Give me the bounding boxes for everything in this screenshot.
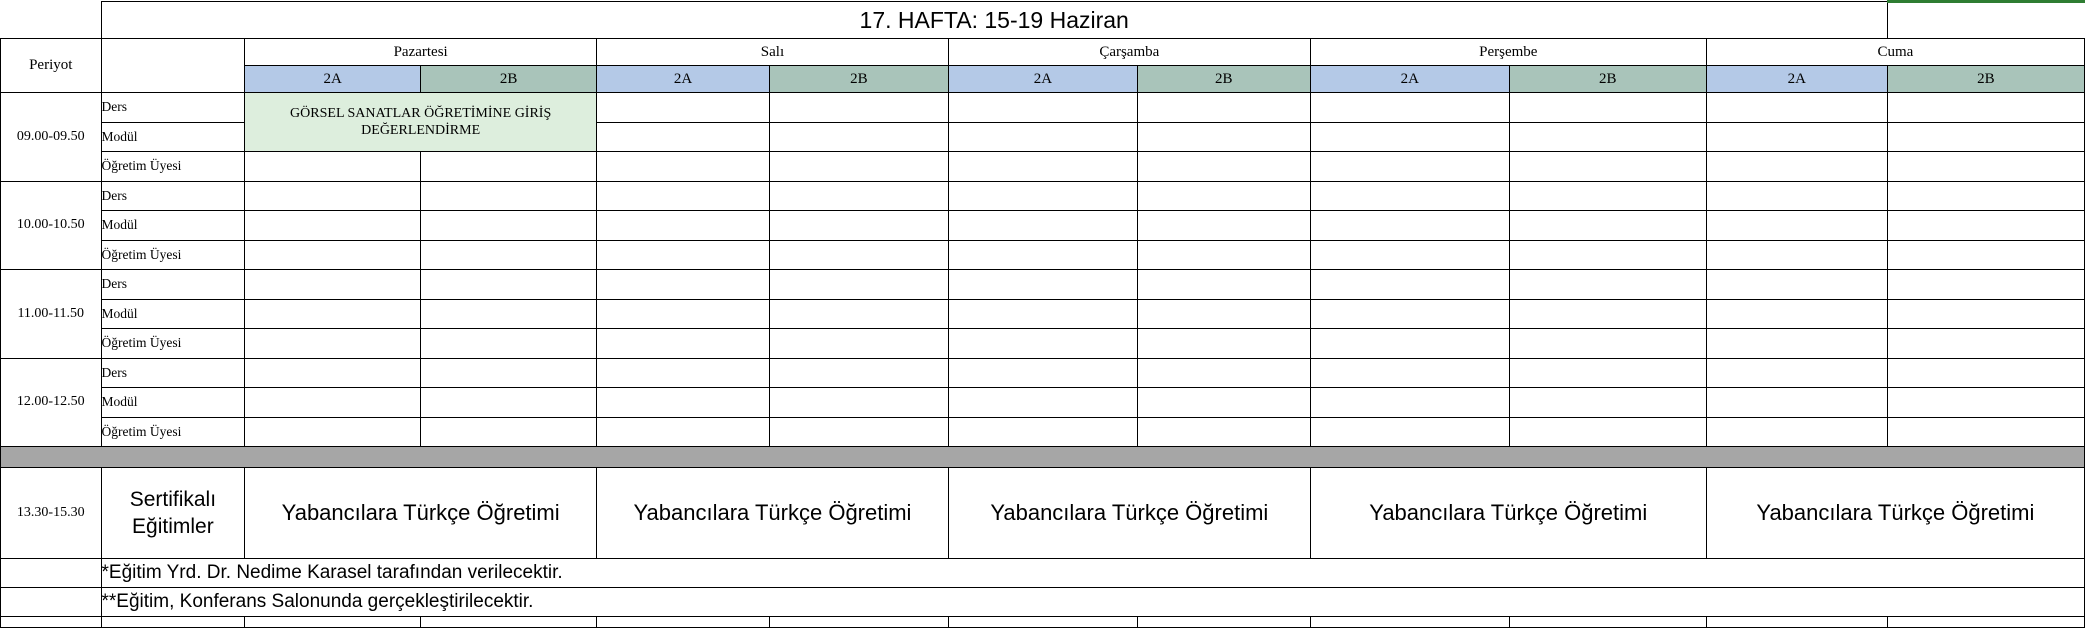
slot-carsamba-2a-p3-ogretim[interactable] (948, 329, 1137, 359)
table-row (1, 299, 2085, 329)
slot-carsamba-2a-p2-modul[interactable] (948, 211, 1137, 241)
slot-sali-2b-p2-ders[interactable] (769, 181, 948, 211)
note-2-left-blank (1, 588, 102, 617)
slot-sali-2b-p3-ogretim[interactable] (769, 329, 948, 359)
slot-pazartesi-2a-p4-modul[interactable] (245, 388, 421, 418)
slot-persembe-2b-p3-ders[interactable] (1509, 270, 1706, 300)
slot-carsamba-2b-p1-ogretim[interactable] (1137, 152, 1310, 182)
slot-cuma-2b-p1-ders[interactable] (1887, 93, 2084, 123)
slot-sali-2a-p1-modul[interactable] (597, 122, 770, 152)
slot-pazartesi-2b-p4-modul[interactable] (421, 388, 597, 418)
slot-carsamba-2a-p2-ders[interactable] (948, 181, 1137, 211)
slot-persembe-2a-p2-ogretim[interactable] (1310, 240, 1509, 270)
slot-persembe-2b-p2-modul[interactable] (1509, 211, 1706, 241)
slot-carsamba-2a-p2-ogretim[interactable] (948, 240, 1137, 270)
slot-cuma-2a-p4-ogretim[interactable] (1706, 417, 1887, 447)
slot-persembe-2a-p3-modul[interactable] (1310, 299, 1509, 329)
rowlabel-ders-1: Ders (101, 93, 245, 123)
slot-sali-2b-p4-ogretim[interactable] (769, 417, 948, 447)
slot-pazartesi-2a-p1-ogretim[interactable] (245, 152, 421, 182)
slot-pazartesi-2b-p2-ders[interactable] (421, 181, 597, 211)
title-row (1, 2, 2085, 39)
slot-sali-2b-p4-ders[interactable] (769, 358, 948, 388)
section-header-persembe-2a: 2A (1310, 66, 1509, 93)
slot-persembe-2b-p4-ders[interactable] (1509, 358, 1706, 388)
slot-sali-2a-p3-modul[interactable] (597, 299, 770, 329)
bottom-strip-cell-2 (101, 617, 245, 628)
slot-pazartesi-2b-p4-ders[interactable] (421, 358, 597, 388)
slot-carsamba-2a-p1-ogretim[interactable] (948, 152, 1137, 182)
slot-sali-2a-p2-modul[interactable] (597, 211, 770, 241)
section-header-carsamba-2b: 2B (1137, 66, 1310, 93)
slot-pazartesi-2b-p4-ogretim[interactable] (421, 417, 597, 447)
slot-persembe-2b-p3-ogretim[interactable] (1509, 329, 1706, 359)
section-header-sali-2a: 2A (597, 66, 770, 93)
certificate-programs-label: Sertifikalı Eğitimler (101, 468, 245, 559)
slot-sali-2b-p1-ders[interactable] (769, 93, 948, 123)
slot-sali-2b-p2-modul[interactable] (769, 211, 948, 241)
slot-sali-2b-p1-modul[interactable] (769, 122, 948, 152)
slot-sali-2a-p3-ders[interactable] (597, 270, 770, 300)
rowlabel-ders-2: Ders (101, 181, 245, 211)
afternoon-course-cuma[interactable]: Yabancılara Türkçe Öğretimi (1706, 468, 2084, 559)
slot-cuma-2b-p3-ders[interactable] (1887, 270, 2084, 300)
slot-carsamba-2a-p4-ogretim[interactable] (948, 417, 1137, 447)
section-separator-row (1, 447, 2085, 468)
period-time-2: 10.00-10.50 (1, 181, 102, 270)
slot-persembe-2a-p2-ders[interactable] (1310, 181, 1509, 211)
slot-persembe-2b-p1-ders[interactable] (1509, 93, 1706, 123)
note-row-2 (1, 588, 2085, 617)
slot-pazartesi-2b-p2-modul[interactable] (421, 211, 597, 241)
slot-sali-2a-p4-modul[interactable] (597, 388, 770, 418)
afternoon-course-carsamba[interactable]: Yabancılara Türkçe Öğretimi (948, 468, 1310, 559)
slot-carsamba-2b-p3-modul[interactable] (1137, 299, 1310, 329)
slot-pazartesi-2b-p2-ogretim[interactable] (421, 240, 597, 270)
slot-pazartesi-2a-p4-ders[interactable] (245, 358, 421, 388)
slot-pazartesi-2a-p3-ders[interactable] (245, 270, 421, 300)
period-time-3: 11.00-11.50 (1, 270, 102, 359)
slot-cuma-2b-p4-modul[interactable] (1887, 388, 2084, 418)
slot-cuma-2b-p2-ders[interactable] (1887, 181, 2084, 211)
slot-pazartesi-2a-p2-ders[interactable] (245, 181, 421, 211)
slot-cuma-2a-p2-ogretim[interactable] (1706, 240, 1887, 270)
slot-cuma-2a-p2-modul[interactable] (1706, 211, 1887, 241)
page-title: 17. HAFTA: 15-19 Haziran (101, 2, 1887, 39)
section-separator (1, 447, 2085, 468)
day-header-persembe: Perşembe (1310, 39, 1706, 66)
table-row (1, 358, 2085, 388)
table-row (1, 211, 2085, 241)
bottom-strip-row (1, 617, 2085, 628)
slot-persembe-2a-p4-ogretim[interactable] (1310, 417, 1509, 447)
slot-persembe-2a-p1-modul[interactable] (1310, 122, 1509, 152)
bottom-strip-cell-10 (1509, 617, 1706, 628)
rowlabel-ogretim-uyesi-3: Öğretim Üyesi (101, 329, 245, 359)
table-row (1, 329, 2085, 359)
slot-persembe-2b-p4-modul[interactable] (1509, 388, 1706, 418)
slot-cuma-2a-p3-ogretim[interactable] (1706, 329, 1887, 359)
section-header-pazartesi-2b: 2B (421, 66, 597, 93)
day-header-row (1, 39, 2085, 66)
table-row (1, 240, 2085, 270)
slot-carsamba-2a-p4-modul[interactable] (948, 388, 1137, 418)
slot-pazartesi-2b-p3-ders[interactable] (421, 270, 597, 300)
section-header-pazartesi-2a: 2A (245, 66, 421, 93)
bottom-strip-cell-4 (421, 617, 597, 628)
period-time-1: 09.00-09.50 (1, 93, 102, 182)
note-2: **Eğitim, Konferans Salonunda gerçekleştirilecektir. (101, 588, 2084, 617)
slot-pazartesi-2a-p3-ogretim[interactable] (245, 329, 421, 359)
slot-cuma-2a-p4-modul[interactable] (1706, 388, 1887, 418)
slot-pazartesi-2a-p3-modul[interactable] (245, 299, 421, 329)
slot-persembe-2b-p1-ogretim[interactable] (1509, 152, 1706, 182)
slot-persembe-2b-p2-ogretim[interactable] (1509, 240, 1706, 270)
slot-persembe-2a-p3-ogretim[interactable] (1310, 329, 1509, 359)
slot-carsamba-2b-p3-ders[interactable] (1137, 270, 1310, 300)
course-cell-pazartesi-p1[interactable]: GÖRSEL SANATLAR ÖĞRETİMİNE GİRİŞ DEĞERLENDİRME (245, 93, 597, 152)
title-left-spacer (1, 2, 102, 39)
afternoon-course-pazartesi[interactable]: Yabancılara Türkçe Öğretimi (245, 468, 597, 559)
note-1-left-blank (1, 559, 102, 588)
slot-cuma-2b-p3-modul[interactable] (1887, 299, 2084, 329)
slot-sali-2a-p4-ders[interactable] (597, 358, 770, 388)
section-header-row (1, 66, 2085, 93)
slot-cuma-2a-p1-ogretim[interactable] (1706, 152, 1887, 182)
slot-persembe-2a-p2-modul[interactable] (1310, 211, 1509, 241)
bottom-strip-cell-7 (948, 617, 1137, 628)
slot-sali-2a-p1-ders[interactable] (597, 93, 770, 123)
slot-persembe-2a-p1-ogretim[interactable] (1310, 152, 1509, 182)
rowlabel-modul-1: Modül (101, 122, 245, 152)
rowlabel-modul-3: Modül (101, 299, 245, 329)
rowlabel-header-blank (101, 39, 245, 93)
slot-carsamba-2b-p2-ders[interactable] (1137, 181, 1310, 211)
section-header-sali-2b: 2B (769, 66, 948, 93)
slot-carsamba-2b-p4-modul[interactable] (1137, 388, 1310, 418)
slot-pazartesi-2b-p3-ogretim[interactable] (421, 329, 597, 359)
slot-persembe-2b-p2-ders[interactable] (1509, 181, 1706, 211)
slot-carsamba-2b-p4-ogretim[interactable] (1137, 417, 1310, 447)
rowlabel-ogretim-uyesi-2: Öğretim Üyesi (101, 240, 245, 270)
slot-carsamba-2a-p3-ders[interactable] (948, 270, 1137, 300)
slot-pazartesi-2b-p1-ogretim[interactable] (421, 152, 597, 182)
day-header-sali: Salı (597, 39, 949, 66)
table-row (1, 181, 2085, 211)
slot-carsamba-2b-p3-ogretim[interactable] (1137, 329, 1310, 359)
slot-cuma-2b-p3-ogretim[interactable] (1887, 329, 2084, 359)
slot-sali-2b-p3-ders[interactable] (769, 270, 948, 300)
rowlabel-ders-4: Ders (101, 358, 245, 388)
note-1: *Eğitim Yrd. Dr. Nedime Karasel tarafından verilecektir. (101, 559, 2084, 588)
rowlabel-ders-3: Ders (101, 270, 245, 300)
slot-carsamba-2a-p3-modul[interactable] (948, 299, 1137, 329)
slot-sali-2a-p2-ders[interactable] (597, 181, 770, 211)
bottom-strip-cell-9 (1310, 617, 1509, 628)
slot-persembe-2b-p3-modul[interactable] (1509, 299, 1706, 329)
slot-cuma-2b-p2-ogretim[interactable] (1887, 240, 2084, 270)
slot-carsamba-2b-p1-ders[interactable] (1137, 93, 1310, 123)
slot-sali-2a-p2-ogretim[interactable] (597, 240, 770, 270)
slot-pazartesi-2a-p2-ogretim[interactable] (245, 240, 421, 270)
slot-persembe-2a-p4-ders[interactable] (1310, 358, 1509, 388)
slot-pazartesi-2a-p4-ogretim[interactable] (245, 417, 421, 447)
table-row (1, 270, 2085, 300)
bottom-strip-cell-1 (1, 617, 102, 628)
slot-persembe-2b-p1-modul[interactable] (1509, 122, 1706, 152)
slot-carsamba-2b-p4-ders[interactable] (1137, 358, 1310, 388)
afternoon-course-persembe[interactable]: Yabancılara Türkçe Öğretimi (1310, 468, 1706, 559)
slot-persembe-2a-p3-ders[interactable] (1310, 270, 1509, 300)
periyot-header: Periyot (1, 39, 102, 93)
slot-sali-2b-p2-ogretim[interactable] (769, 240, 948, 270)
slot-persembe-2a-p1-ders[interactable] (1310, 93, 1509, 123)
slot-carsamba-2a-p1-modul[interactable] (948, 122, 1137, 152)
day-header-pazartesi: Pazartesi (245, 39, 597, 66)
slot-cuma-2a-p2-ders[interactable] (1706, 181, 1887, 211)
section-header-cuma-2a: 2A (1706, 66, 1887, 93)
slot-cuma-2b-p1-ogretim[interactable] (1887, 152, 2084, 182)
note-row-1 (1, 559, 2085, 588)
afternoon-time: 13.30-15.30 (1, 468, 102, 559)
slot-cuma-2b-p1-modul[interactable] (1887, 122, 2084, 152)
slot-sali-2a-p4-ogretim[interactable] (597, 417, 770, 447)
title-accent-line (1887, 2, 2084, 39)
slot-sali-2a-p1-ogretim[interactable] (597, 152, 770, 182)
bottom-strip-cell-5 (597, 617, 770, 628)
slot-cuma-2a-p3-ders[interactable] (1706, 270, 1887, 300)
slot-cuma-2a-p4-ders[interactable] (1706, 358, 1887, 388)
bottom-strip-cell-12 (1887, 617, 2084, 628)
period-time-4: 12.00-12.50 (1, 358, 102, 447)
day-header-carsamba: Çarşamba (948, 39, 1310, 66)
bottom-strip-cell-11 (1706, 617, 1887, 628)
slot-pazartesi-2a-p2-modul[interactable] (245, 211, 421, 241)
rowlabel-ogretim-uyesi-4: Öğretim Üyesi (101, 417, 245, 447)
table-row (1, 388, 2085, 418)
slot-cuma-2a-p3-modul[interactable] (1706, 299, 1887, 329)
slot-sali-2b-p1-ogretim[interactable] (769, 152, 948, 182)
slot-cuma-2b-p4-ogretim[interactable] (1887, 417, 2084, 447)
rowlabel-ogretim-uyesi-1: Öğretim Üyesi (101, 152, 245, 182)
slot-carsamba-2b-p1-modul[interactable] (1137, 122, 1310, 152)
slot-carsamba-2b-p2-ogretim[interactable] (1137, 240, 1310, 270)
bottom-strip-cell-3 (245, 617, 421, 628)
slot-sali-2b-p4-modul[interactable] (769, 388, 948, 418)
day-header-cuma: Cuma (1706, 39, 2084, 66)
slot-sali-2b-p3-modul[interactable] (769, 299, 948, 329)
bottom-strip-cell-8 (1137, 617, 1310, 628)
rowlabel-modul-4: Modül (101, 388, 245, 418)
slot-cuma-2b-p2-modul[interactable] (1887, 211, 2084, 241)
slot-carsamba-2b-p2-modul[interactable] (1137, 211, 1310, 241)
section-header-persembe-2b: 2B (1509, 66, 1706, 93)
section-header-carsamba-2a: 2A (948, 66, 1137, 93)
table-row (1, 417, 2085, 447)
slot-persembe-2a-p4-modul[interactable] (1310, 388, 1509, 418)
slot-cuma-2a-p1-modul[interactable] (1706, 122, 1887, 152)
slot-carsamba-2a-p4-ders[interactable] (948, 358, 1137, 388)
table-row (1, 152, 2085, 182)
afternoon-row (1, 468, 2085, 559)
slot-cuma-2a-p1-ders[interactable] (1706, 93, 1887, 123)
afternoon-course-sali[interactable]: Yabancılara Türkçe Öğretimi (597, 468, 949, 559)
slot-pazartesi-2b-p3-modul[interactable] (421, 299, 597, 329)
slot-cuma-2b-p4-ders[interactable] (1887, 358, 2084, 388)
rowlabel-modul-2: Modül (101, 211, 245, 241)
section-header-cuma-2b: 2B (1887, 66, 2084, 93)
slot-sali-2a-p3-ogretim[interactable] (597, 329, 770, 359)
table-row (1, 93, 2085, 123)
slot-persembe-2b-p4-ogretim[interactable] (1509, 417, 1706, 447)
bottom-strip-cell-6 (769, 617, 948, 628)
slot-carsamba-2a-p1-ders[interactable] (948, 93, 1137, 123)
